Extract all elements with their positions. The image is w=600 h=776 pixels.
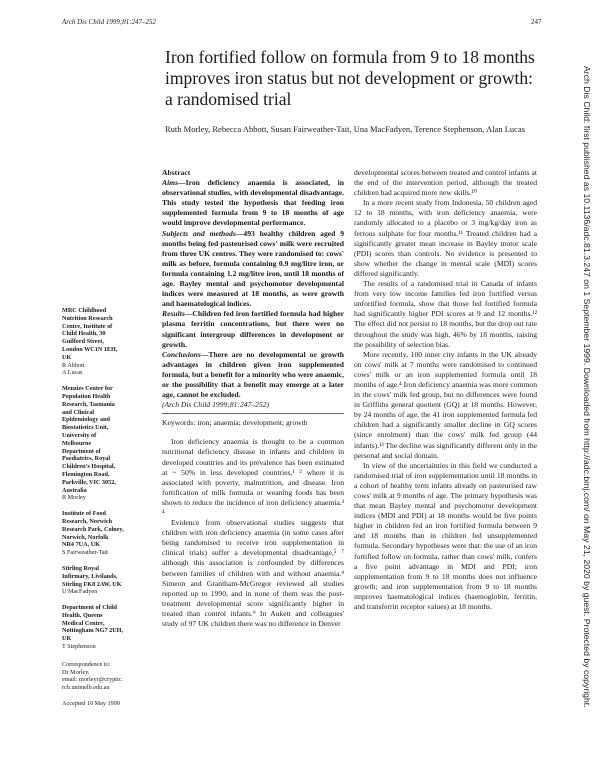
vertical-copyright-note: [578, 0, 600, 776]
correspondence-text: Correspondence to: Dr Morley. email: morleyr@cryptic. rch.unimelb.edu.au: [62, 660, 124, 692]
body-paragraph: The results of a randomised trial in Canada of infants from very low income families fed iron fortified versus unfortified formula, show that those fed fortified formula had significantly higher PDI scores at 9 and 12 months.¹² The effect did not persist to 18 months, but the drop out rate throughout the study was high, 46% by 18 months, raising the possibility of selection bias.: [354, 279, 537, 349]
affiliation-authors: U MacFadyen: [62, 588, 98, 596]
copyright-text: Arch Dis Child: first published as 10.1136/adc.81.3.247 on 1 September 1999. Downloaded from http://adc.bmj.com/ on May 21, 2020 by guest. Protected by copyright.: [582, 66, 592, 708]
body-paragraph: Evidence from observational studies suggests that children with iron deficiency anaemia (in some cases after being randomised to receive iron supplementation in clinical trials) suffer a developmental disadvantage,⁵ ⁷ although this association is confounded by differences between families of children with and without anaemia.⁸ Simeon and Grantham-McGregor reviewed all studies reported up to 1990, and in none of them was the post-treatment developmental score significantly higher in treated than control infants.⁹ In Aukett and colleagues' study of 97 UK children there was no difference in Denver: [162, 518, 344, 629]
abstract-aims-label: Aims: [162, 178, 179, 188]
affiliation-authors: S Fairweather-Tait: [62, 549, 109, 557]
text-column-left: [162, 168, 344, 629]
abstract-aims-text: —Iron deficiency anaemia is associated, in observational studies, with developmental disadvantage. This study tested the hypothesis that feeding iron supplemented formula from 9 to 18 months of age would improve developmental performance.: [162, 178, 344, 228]
affiliation-institution: Institute of Food Research, Norwich Research Park, Colney, Norwich, Norfolk NR4 7UA, UK: [62, 510, 124, 549]
abstract-heading: Abstract: [162, 168, 191, 177]
affiliation: [62, 565, 157, 596]
body-paragraph: More recently, 100 inner city infants in the UK already on cows' milk at 7 months were randomised to continued cows' milk or an iron supplemented formula until 18 months of age.⁴ Iron deficiency anaemia was more common in the cows' milk fed group, but no differences were found in Griffiths general quotient (GQ) at 18 months. However, by 24 months of age, the 41 iron supplemented formula fed children had a significantly smaller decline in GQ scores (since enrolment) than the cows' milk fed group (44 infants).¹³ The decline was significantly different only in the personal and social domain.: [354, 349, 537, 460]
accepted-date: Accepted 10 May 1999: [62, 700, 120, 708]
affiliation-authors: T Stephenson: [62, 643, 96, 651]
abstract-methods: [162, 229, 344, 310]
body-paragraph: In a more recent study from Indonesia, 50 children aged 12 to 18 months, with iron deficiency anaemia, were randomly allocated to a placebo or 3 mg/kg/day iron as ferrous sulphate for four months.¹¹ Treated children had a significantly greater mean increase in Bayley motor scale (PDI) scores than controls. No evidence is presented to show whether the change in mental scale (MDI) scores differed significantly.: [354, 198, 537, 278]
affiliation-institution: MRC Childhood Nutrition Research Centre, Institute of Child Health, 30 Guilford Street, London WC1N 1EH, UK: [62, 307, 118, 361]
abstract-divider: [162, 413, 344, 414]
author-list: Ruth Morley, Rebecca Abbott, Susan Fairweather-Tait, Una MacFadyen, Terence Stephenson, Alan Lucas: [165, 124, 526, 134]
affiliation: [62, 385, 157, 502]
affiliation-institution: Stirling Royal Infirmary, Livilands, Stirling FK8 2AW, UK: [62, 564, 122, 588]
page-number: 247: [531, 18, 542, 26]
keywords-text: iron; anaemia; development; growth: [197, 418, 308, 428]
abstract-aims: [162, 178, 344, 228]
affiliation: [62, 510, 157, 557]
abstract-conclusions: [162, 350, 344, 400]
affiliation-authors: R Morley: [62, 494, 86, 502]
journal-citation: Arch Dis Child 1999;81:247–252: [62, 18, 157, 26]
affiliations-sidebar: [62, 307, 157, 708]
abstract-citation: (Arch Dis Child 1999;81:247–252): [162, 400, 270, 410]
abstract-conclusions-text: —There are no developmental or growth advantages in children given iron supplemented formula, but a benefit for a minority who were anaemic, or the possibility that a benefit may emerge at a later age, cannot be excluded.: [162, 349, 344, 400]
affiliation: [62, 307, 157, 377]
body-paragraph: developmental scores between treated and control infants at the end of the intervention period, although the treated children had acquired more new skills.¹⁰: [354, 168, 537, 198]
abstract-methods-text: —493 healthy children aged 9 months being fed pasteurised cows' milk were recruited from three UK centres. They were randomised to: cows' milk as before, formula containing 0.9 mg/litre iron, or formula containing 1.2 mg/litre iron, until 18 months of age. Bayley mental and psychomotor developmental indices were measured at 18 months, as were growth and haematological indices.: [162, 228, 344, 309]
affiliation-institution: Department of Child Health, Queens Medical Centre, Nottingham NG7 2UH, UK: [62, 604, 124, 643]
correspondence: [62, 661, 157, 692]
body-paragraph: Iron deficiency anaemia is thought to be a common nutritional deficiency disease in infants and children in developed countries and its prevalence has been estimated at ~ 50% in less developed countries,¹ ² where it is associated with poverty, malnutrition, and disease. Iron fortification of milk formula or weaning foods has been shown to reduce the incidence of iron deficiency anaemia.³ ⁴: [162, 437, 344, 517]
text-column-right: [354, 168, 537, 612]
affiliation: [62, 604, 157, 651]
body-paragraph: In view of the uncertainties in this field we conducted a randomised trial of iron supplementation until 18 months in a cohort of healthy term infants already on pasteurised raw cows' milk at 9 months of age. The primary hypothesis was that mean Bayley mental and psychomotor development indices (MDI and PDI) at 18 months would be five points higher in children fed an iron fortified formula between 9 and 18 months than in children fed unsupplemented formula. Secondary hypotheses were that: the use of an iron fortified follow on formula, rather than cows' milk, confers a five point advantage in MDI and PDI; iron supplementation from 9 to 18 months does not influence growth; and iron supplementation from 9 to 18 months improves haematological indices (haemoglobin, ferritin, and transferrin receptor values) at 18 months.: [354, 460, 537, 612]
affiliation-institution: Menzies Centre for Population Health Research, Tasmania and Clinical Epidemiology and Biostatistics Unit, University of Melbourne Department of Paediatrics, Royal Children's Hospital, Flemington Road, Parkville, VIC 3052, Australia: [62, 385, 116, 494]
keywords: [162, 418, 344, 428]
abstract-results-label: Results: [162, 309, 185, 319]
article-title: Iron fortified follow on formula from 9 to 18 months improves iron status but not development or growth: a randomised trial: [165, 47, 535, 109]
abstract-methods-label: Subjects and methods: [162, 228, 236, 238]
abstract-results-text: —Children fed iron fortified formula had higher plasma ferritin concentrations, but there were no significant intergroup differences in development or growth.: [162, 309, 344, 349]
abstract-conclusions-label: Conclusions: [162, 349, 201, 359]
keywords-label: Keywords:: [162, 418, 196, 428]
abstract-results: [162, 309, 344, 349]
affiliation-authors: R Abbott A Lucas: [62, 361, 85, 377]
running-header: [0, 18, 600, 32]
